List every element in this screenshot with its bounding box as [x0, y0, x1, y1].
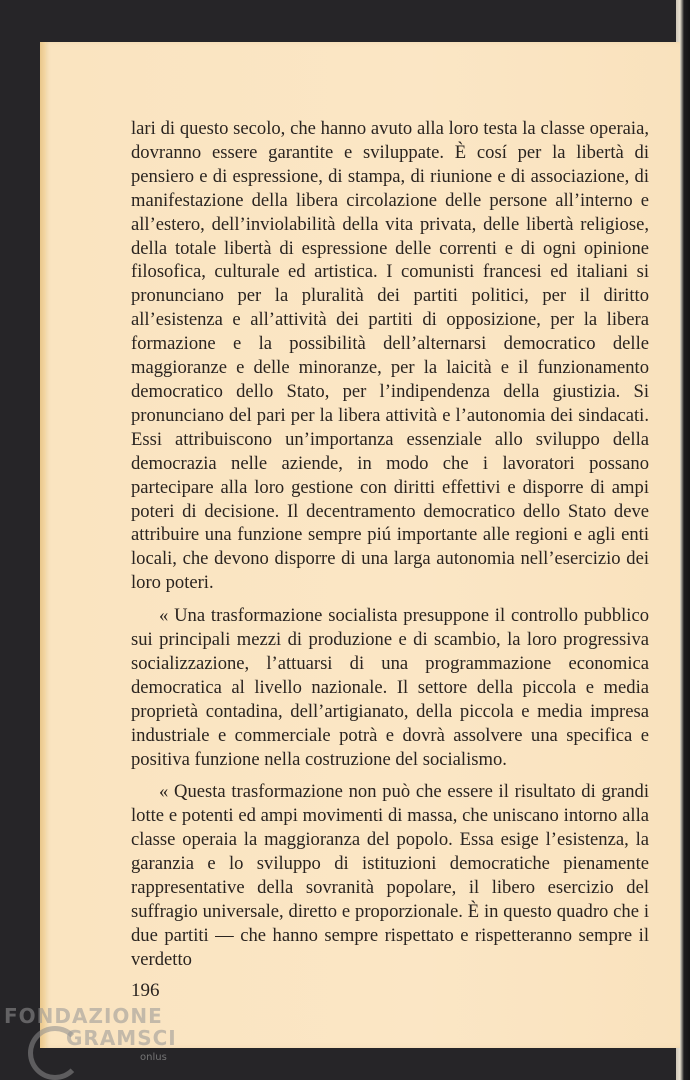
paragraph-2: « Una trasformazione socialista presuppone il controllo pubblico sui principali mezzi di produzione e di scambio, la loro progressiva socializzazione, l’attuarsi di una programmazione economica democratica al livello nazionale. Il settore della piccola e media proprietà contadina, dell’artigianato, della piccola e media impresa industriale e commerciale potrà e dovrà assolvere una specifica e positiva funzione nella costruzione del socialismo. [131, 605, 649, 770]
body-text [131, 117, 649, 981]
watermark-line-1: FONDAZIONE [4, 1004, 163, 1028]
page-gutter-shadow [40, 42, 46, 1048]
paragraph-3: « Questa trasformazione non può che essere il risultato di grandi lotte e potenti ed ampi movimenti di massa, che uniscano intorno alla classe operaia la maggioranza del popolo. Essa esige l’esistenza, la garanzia e lo sviluppo di istituzioni democratiche pienamente rappresentative della sovranità popolare, il libero esercizio del suffragio universale, diretto e proporzionale. È in questo quadro che i due partiti — che hanno sempre rispettato e rispetteranno sempre il verdetto [131, 781, 649, 970]
page-number: 196 [131, 980, 160, 1001]
watermark-line-3: onlus [140, 1052, 167, 1063]
watermark-line-2: GRAMSCI [66, 1026, 177, 1050]
paragraph-1: lari di questo secolo, che hanno avuto alla loro testa la classe operaia, dovranno essere garantite e sviluppate. È cosí per la libertà di pensiero e di espressione, di stampa, di riunione e di associazione, di manifestazione della libera circolazione delle persone all’interno e all’estero, dell’inviolabilità della vita privata, delle libertà religiose, della totale libertà di espressione delle correnti e di ogni opinione filosofica, culturale ed artistica. I comunisti francesi ed italiani si pronunciano per la pluralità dei partiti politici, per il diritto all’esistenza e all’attività dei partiti di opposizione, per la libera formazione e la possibilità dell’alternarsi democratico delle maggioranze e delle minoranze, per la laicità e il funzionamento democratico dello Stato, per l’indipendenza della giustizia. Si pronunciano del pari per la libera attività e l’autonomia dei sindacati. Essi attribuiscono un’importanza essenziale allo sviluppo della democrazia nelle aziende, in modo che i lavoratori possano partecipare alla loro gestione con diritti effettivi e disporre di ampi poteri di decisione. Il decentramento democratico dello Stato deve attribuire una funzione sempre piú importante alle regioni e agli enti locali, che devono disporre di una larga autonomia nell’esercizio dei loro poteri. [131, 118, 649, 594]
